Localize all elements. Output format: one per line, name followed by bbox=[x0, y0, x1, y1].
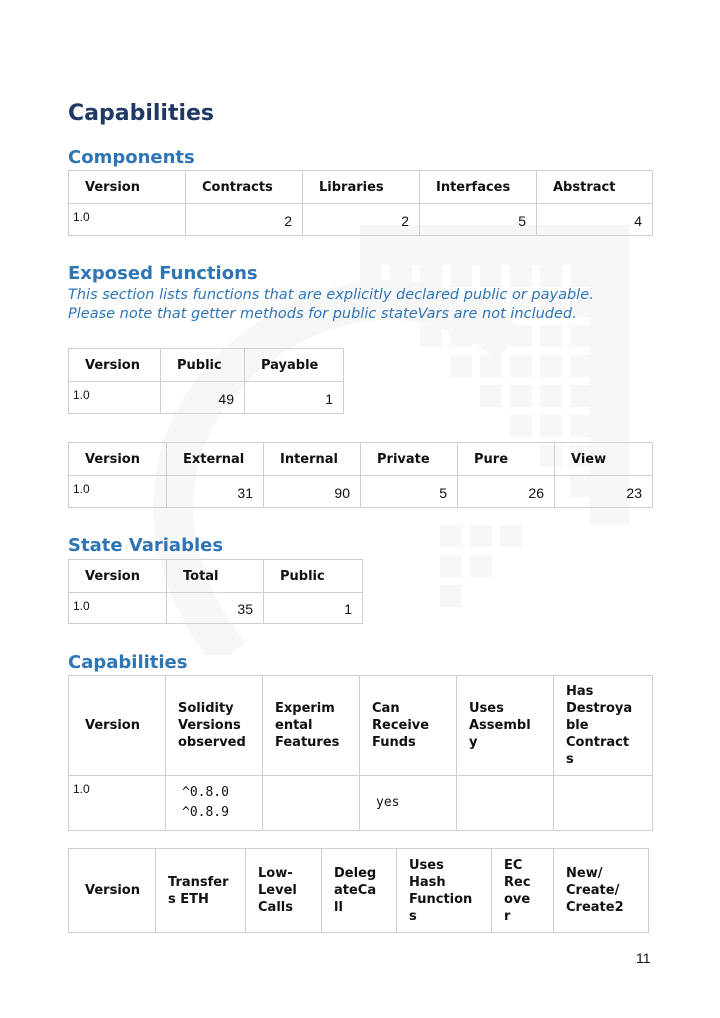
exposed-functions-description bbox=[68, 286, 668, 324]
table-header: Contracts bbox=[186, 171, 303, 204]
table-cell bbox=[457, 776, 554, 831]
table-header: External bbox=[167, 443, 264, 476]
table-header: Interfaces bbox=[420, 171, 537, 204]
table-cell bbox=[263, 776, 360, 831]
table-header: Low- Level Calls bbox=[246, 849, 322, 933]
solidity-version: ^0.8.9 bbox=[182, 805, 229, 820]
table-header: View bbox=[555, 443, 653, 476]
table-cell: 1 bbox=[245, 382, 344, 414]
table-header: Public bbox=[161, 349, 245, 382]
table-header: New/ Create/ Create2 bbox=[554, 849, 649, 933]
table-row bbox=[69, 382, 344, 414]
table-cell: 35 bbox=[167, 593, 264, 624]
table-row bbox=[69, 204, 653, 236]
state-variables-table bbox=[68, 559, 363, 624]
table-header: Deleg ateCa ll bbox=[322, 849, 397, 933]
table-cell: 1.0 bbox=[69, 204, 186, 236]
components-heading: Components bbox=[68, 147, 195, 168]
table-header: Libraries bbox=[303, 171, 420, 204]
table-header: Experim ental Features bbox=[263, 676, 360, 776]
table-header: Version bbox=[69, 349, 161, 382]
exposed-functions-heading: Exposed Functions bbox=[68, 263, 258, 284]
table-header: Version bbox=[69, 171, 186, 204]
table-cell: 5 bbox=[420, 204, 537, 236]
table-cell: 2 bbox=[303, 204, 420, 236]
table-cell: 4 bbox=[537, 204, 653, 236]
table-header: Private bbox=[361, 443, 458, 476]
table-row bbox=[69, 776, 653, 831]
description-line: Please note that getter methods for public stateVars are not included. bbox=[68, 306, 577, 322]
table-cell: yes bbox=[360, 776, 457, 831]
table-header: Pure bbox=[458, 443, 555, 476]
table-cell: 1 bbox=[264, 593, 363, 624]
table-header: EC Rec ove r bbox=[492, 849, 554, 933]
page-title: Capabilities bbox=[68, 101, 215, 126]
capabilities-heading: Capabilities bbox=[68, 652, 188, 673]
table-cell: 31 bbox=[167, 476, 264, 508]
table-cell: 26 bbox=[458, 476, 555, 508]
table-row bbox=[69, 476, 653, 508]
table-header: Public bbox=[264, 560, 363, 593]
table-cell: 49 bbox=[161, 382, 245, 414]
table-header: Uses Hash Function s bbox=[397, 849, 492, 933]
table-header: Total bbox=[167, 560, 264, 593]
table-cell bbox=[166, 776, 263, 831]
table-header: Uses Assembl y bbox=[457, 676, 554, 776]
solidity-version: ^0.8.0 bbox=[182, 785, 229, 800]
table-cell: 2 bbox=[186, 204, 303, 236]
table-cell: 90 bbox=[264, 476, 361, 508]
table-header: Payable bbox=[245, 349, 344, 382]
table-header: Version bbox=[69, 443, 167, 476]
table-cell bbox=[554, 776, 653, 831]
capabilities-table-2 bbox=[68, 848, 649, 933]
components-table bbox=[68, 170, 653, 236]
table-cell: 1.0 bbox=[69, 593, 167, 624]
table-cell: 5 bbox=[361, 476, 458, 508]
table-header: Has Destroya ble Contract s bbox=[554, 676, 653, 776]
table-cell: 23 bbox=[555, 476, 653, 508]
table-header: Abstract bbox=[537, 171, 653, 204]
table-header: Internal bbox=[264, 443, 361, 476]
table-header: Version bbox=[69, 676, 166, 776]
state-variables-heading: State Variables bbox=[68, 535, 224, 556]
table-cell: 1.0 bbox=[69, 382, 161, 414]
table-header: Can Receive Funds bbox=[360, 676, 457, 776]
table-cell: 1.0 bbox=[69, 476, 167, 508]
public-payable-table bbox=[68, 348, 344, 414]
description-line: This section lists functions that are explicitly declared public or payable. bbox=[68, 287, 594, 303]
visibility-table bbox=[68, 442, 653, 508]
table-header: Transfer s ETH bbox=[156, 849, 246, 933]
table-cell: 1.0 bbox=[69, 776, 166, 831]
capabilities-table bbox=[68, 675, 653, 831]
table-header: Version bbox=[69, 849, 156, 933]
table-header: Version bbox=[69, 560, 167, 593]
page-number: 11 bbox=[636, 950, 651, 966]
table-header: Solidity Versions observed bbox=[166, 676, 263, 776]
table-row bbox=[69, 593, 363, 624]
